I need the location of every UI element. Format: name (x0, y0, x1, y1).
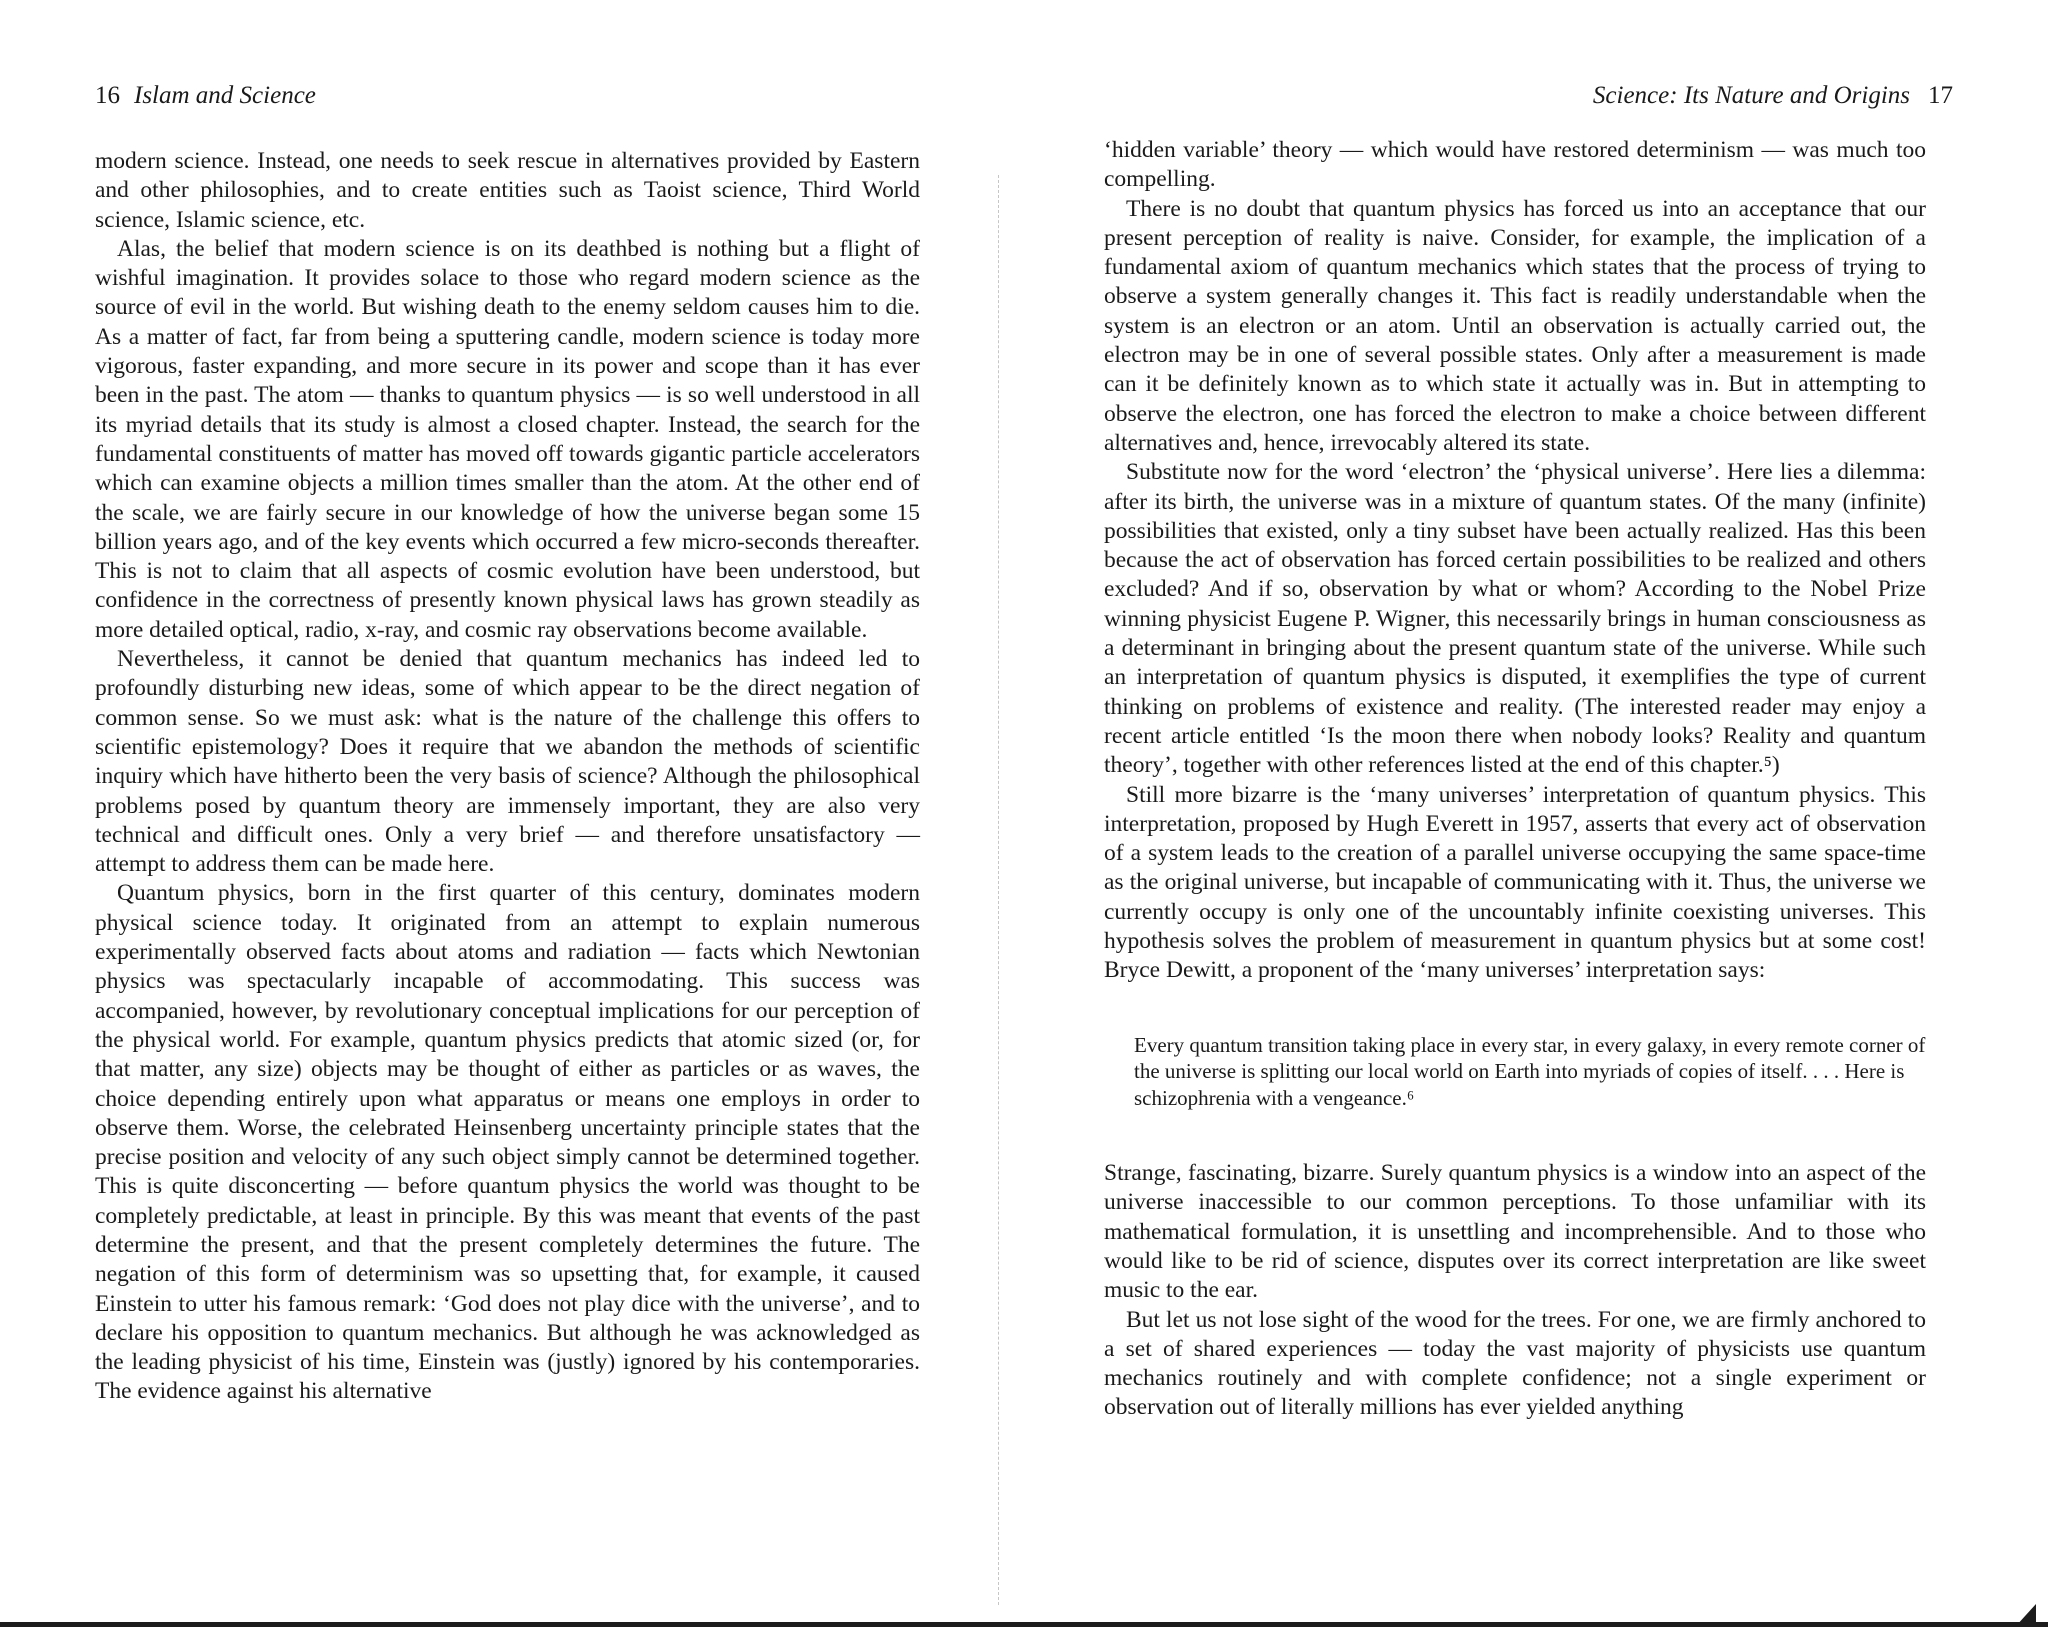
left-paragraph-3: Nevertheless, it cannot be denied that quantum mechanics has indeed led to profoundly disturbing new ideas, some of which appear to be the direct negation of common sense. So we must ask: what is the nature of the challenge this offers to scientific epistemology? Does it require that we abandon the methods of scientific inquiry which have hitherto been the very basis of science? Although the philosophical problems posed by quantum theory are immensely important, they are also very technical and difficult ones. Only a very brief — and therefore unsatisfactory — attempt to address them can be made here. (95, 646, 920, 878)
left-running-title: Islam and Science (134, 82, 316, 109)
dewitt-quote: Every quantum transition taking place in every star, in every galaxy, in every remote corner of the universe is splitting our local world on Earth into myriads of copies of itself. . . . Here is schizophrenia with a vengeance.⁶ (1134, 1032, 1926, 1110)
left-paragraph-1: modern science. Instead, one needs to seek rescue in alternatives provided by Eastern and other philosophies, and to create entities such as Taoist science, Third World science, Islamic science, etc. (95, 148, 920, 233)
right-page-number: 17 (1928, 82, 1953, 109)
right-running-title: Science: Its Nature and Origins (1592, 82, 1910, 109)
left-paragraph-4: Quantum physics, born in the first quarter of this century, dominates modern physical science today. It originated from an attempt to explain numerous experimentally observed facts about atoms and radiation — facts which Newtonian physics was spectacularly incapable of accommodating. This success was accompanied, however, by revolutionary conceptual implications for our perception of the physical world. For example, quantum physics predicts that atomic sized (or, for that matter, any size) objects may be thought of either as particles or as waves, the choice depending entirely upon what apparatus or means one employs in order to observe them. Worse, the celebrated Heinsenberg uncertainty principle states that the precise position and velocity of any such object simply cannot be determined together. This is quite disconcerting — before quantum physics the world was thought to be completely predictable, at least in principle. By this was meant that events of the past determine the present, and that the present completely determines the future. The negation of this form of determinism was so upsetting that, for example, it caused Einstein to utter his famous remark: ‘God does not play dice with the universe’, and to declare his opposition to quantum mechanics. But although he was acknowledged as the leading physicist of his time, Einstein was (justly) ignored by his contemporaries. The evidence against his alternative (95, 880, 920, 1405)
left-page (0, 0, 1000, 1631)
right-paragraph-5: Strange, fascinating, bizarre. Surely quantum physics is a window into an aspect of the universe inaccessible to our common perceptions. To those unfamiliar with its mathematical formulation, it is unsettling and incomprehensible. And to those who would like to be rid of science, disputes over its correct interpretation are like sweet music to the ear. (1104, 1160, 1926, 1304)
right-running-head (1593, 80, 1953, 112)
right-paragraph-1: ‘hidden variable’ theory — which would have restored determinism — was much too compelling. (1104, 137, 1926, 193)
right-page (1000, 0, 2048, 1631)
left-body-text (95, 147, 920, 1407)
bottom-scan-edge (0, 1622, 2048, 1627)
left-running-head (95, 80, 316, 112)
right-paragraph-2: There is no doubt that quantum physics has forced us into an acceptance that our present perception of reality is naive. Consider, for example, the implication of a fundamental axiom of quantum mechanics which states that the process of trying to observe a system generally changes it. This fact is readily understandable when the system is an electron or an atom. Until an observation is actually carried out, the electron may be in one of several possible states. Only after a measurement is made can it be definitely known as to which state it actually was in. But in attempting to observe the electron, one has forced the electron to make a choice between different alternatives and, hence, irrevocably altered its state. (1104, 195, 1926, 456)
right-paragraph-3: Substitute now for the word ‘electron’ the ‘physical universe’. Here lies a dilemma: after its birth, the universe was in a mixture of quantum states. Of the many (infinite) possibilities that existed, only a tiny subset have been actually realized. Has this been because the act of observation has forced certain possibilities to be realized and others excluded? And if so, observation by what or whom? According to the Nobel Prize winning physicist Eugene P. Wigner, this necessarily brings in human consciousness as a determinant in bringing about the present quantum state of the universe. While such an interpretation of quantum physics is disputed, it exemplifies the type of current thinking on problems of existence and reality. (The interested reader may enjoy a recent article entitled ‘Is the moon there when nobody looks? Reality and quantum theory’, together with other references listed at the end of this chapter.⁵) (1104, 459, 1926, 779)
right-paragraph-4: Still more bizarre is the ‘many universes’ interpretation of quantum physics. This interpretation, proposed by Hugh Everett in 1957, asserts that every act of observation of a system leads to the creation of a parallel universe occupying the same space-time as the original universe, but incapable of communicating with it. Thus, the universe we currently occupy is only one of the uncountably infinite coexisting universes. This hypothesis solves the problem of measurement in quantum physics but at some cost! Bryce Dewitt, a proponent of the ‘many universes’ interpretation says: (1104, 781, 1926, 984)
left-page-number: 16 (95, 82, 120, 109)
right-body-text (1104, 136, 1926, 1423)
right-paragraph-6: But let us not lose sight of the wood for the trees. For one, we are firmly anchored to a set of shared experiences — today the vast majority of physicists use quantum mechanics routinely and with complete confidence; not a single experiment or observation out of literally millions has ever yielded anything (1104, 1306, 1926, 1421)
left-paragraph-2: Alas, the belief that modern science is on its deathbed is nothing but a flight of wishful imagination. It provides solace to those who regard modern science as the source of evil in the world. But wishing death to the enemy seldom causes him to die. As a matter of fact, far from being a sputtering candle, modern science is today more vigorous, faster expanding, and more secure in its power and scope than it has ever been in the past. The atom — thanks to quantum physics — is so well understood in all its myriad details that its study is almost a closed chapter. Instead, the search for the fundamental constituents of matter has moved off towards gigantic particle accelerators which can examine objects a million times smaller than the atom. At the other end of the scale, we are fairly secure in our knowledge of how the universe began some 15 billion years ago, and of the key events which occurred a few micro-seconds thereafter. This is not to claim that all aspects of cosmic evolution have been understood, but confidence in the correctness of presently known physical laws has grown steadily as more detailed optical, radio, x-ray, and cosmic ray observations become available. (95, 235, 920, 643)
